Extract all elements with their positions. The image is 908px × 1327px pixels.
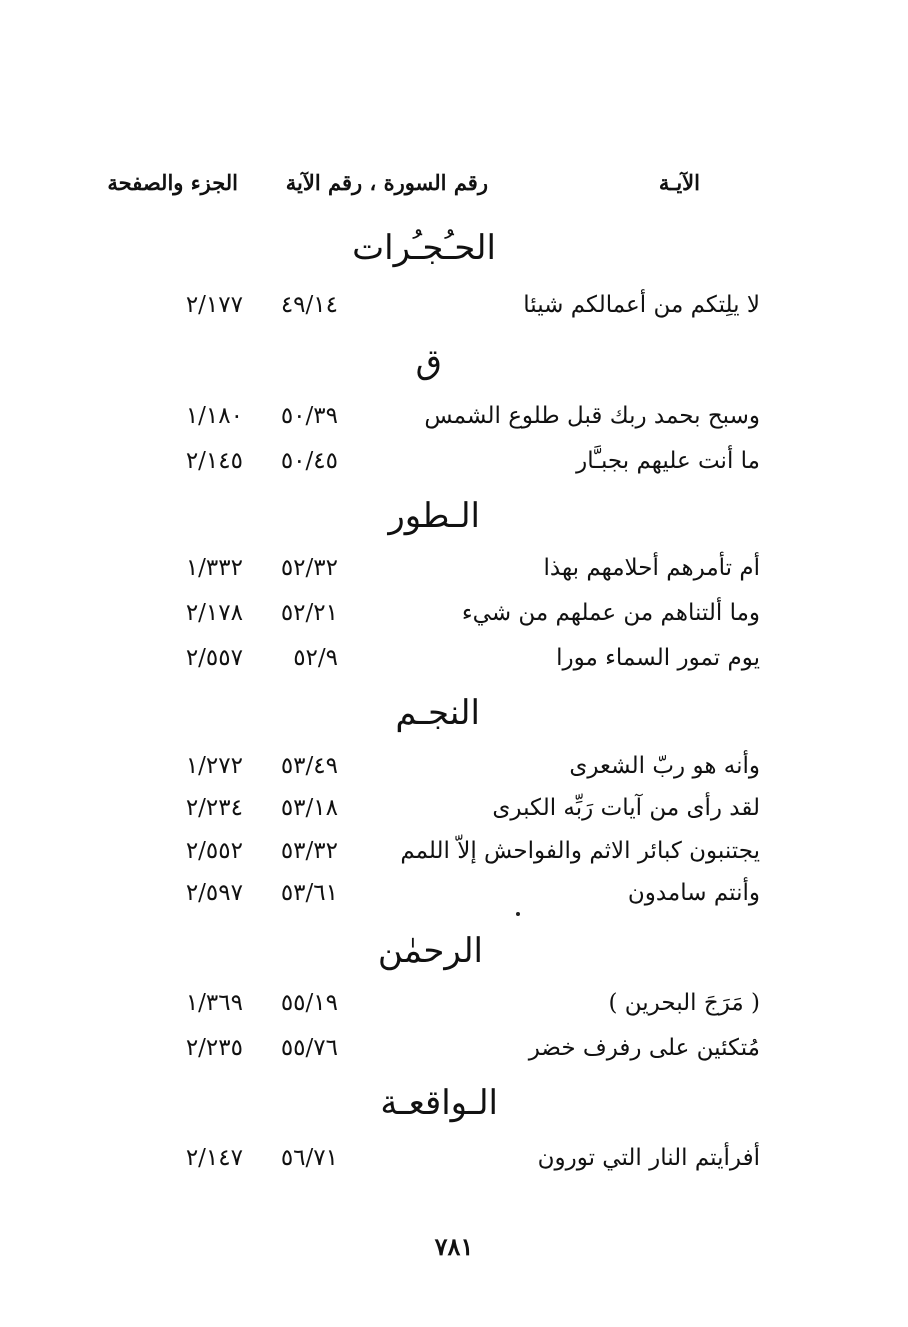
surah-verse-ref: ٥٣/١٨ — [280, 795, 338, 821]
verse-text: يجتنبون كبائر الاثم والفواحش إلاّ اللمم — [400, 838, 760, 864]
part-page-ref: ٢/١٧٨ — [185, 600, 243, 626]
part-page-ref: ١/٢٧٢ — [185, 753, 243, 779]
surah-verse-ref: ٥٥/٧٦ — [280, 1035, 338, 1061]
table-row — [0, 990, 908, 1030]
verse-text: مُتكئين على رفرف خضر — [528, 1035, 760, 1061]
table-row — [0, 292, 908, 332]
part-page-ref: ١/٣٣٢ — [185, 555, 243, 581]
table-row — [0, 753, 908, 793]
verse-text: وأنتم سامدون — [627, 880, 760, 906]
surah-verse-ref: ٥٥/١٩ — [280, 990, 338, 1016]
verse-text: أفرأيتم النار التي تورون — [537, 1145, 760, 1171]
verse-text: وما ألتناهم من عملهم من شيء — [461, 600, 760, 626]
surah-title-hujurat: الحـُجـُرات — [352, 228, 496, 268]
verse-text: يوم تمور السماء مورا — [556, 645, 760, 671]
table-row — [0, 1035, 908, 1075]
surah-title-waqia: الـواقعـة — [380, 1083, 498, 1123]
part-page-ref: ٢/٢٣٤ — [185, 795, 243, 821]
surah-title-rahman: الرحمٰن — [377, 931, 483, 971]
table-row — [0, 645, 908, 685]
part-page-ref: ٢/١٤٧ — [185, 1145, 243, 1171]
surah-verse-ref: ٥٢/٣٢ — [280, 555, 338, 581]
surah-verse-ref: ٥٣/٣٢ — [280, 838, 338, 864]
part-page-ref: ٢/١٤٥ — [185, 448, 243, 474]
table-row — [0, 403, 908, 443]
table-row — [0, 555, 908, 595]
verse-text: وسبح بحمد ربك قبل طلوع الشمس — [424, 403, 760, 429]
verse-text: أم تأمرهم أحلامهم بهذا — [543, 555, 760, 581]
verse-text: وأنه هو ربّ الشعرى — [569, 753, 760, 779]
part-page-ref: ٢/٢٣٥ — [185, 1035, 243, 1061]
table-row — [0, 448, 908, 488]
surah-title-tur: الـطور — [388, 496, 480, 536]
surah-verse-ref: ٤٩/١٤ — [280, 292, 338, 318]
surah-verse-ref: ٥٦/٧١ — [280, 1145, 338, 1171]
surah-verse-ref: ٥٠/٤٥ — [280, 448, 338, 474]
part-page-ref: ٢/١٧٧ — [185, 292, 243, 318]
table-row — [0, 838, 908, 878]
table-row — [0, 795, 908, 835]
surah-verse-ref: ٥٢/٢١ — [280, 600, 338, 626]
verse-text: لا يلِتكم من أعمالكم شيئا — [523, 292, 760, 318]
column-header-part-page: الجزء والصفحة — [107, 170, 238, 195]
surah-verse-ref: ٥٢/٩ — [293, 645, 338, 671]
ink-speck — [516, 912, 520, 916]
table-row — [0, 600, 908, 640]
part-page-ref: ٢/٥٩٧ — [185, 880, 243, 906]
part-page-ref: ٢/٥٥٧ — [185, 645, 243, 671]
table-row — [0, 880, 908, 920]
surah-verse-ref: ٥٠/٣٩ — [280, 403, 338, 429]
verse-text: ( مَرَجَ البحرين ) — [608, 990, 760, 1016]
page-number: ٧٨١ — [434, 1232, 474, 1261]
part-page-ref: ١/٣٦٩ — [185, 990, 243, 1016]
surah-title-najm: النجـم — [395, 693, 480, 733]
surah-verse-ref: ٥٣/٤٩ — [280, 753, 338, 779]
surah-title-qaf: ق — [415, 342, 442, 382]
verse-text: ما أنت عليهم بجبـَّار — [576, 448, 760, 474]
verse-text: لقد رأى من آيات رَبِّه الكبرى — [492, 795, 760, 821]
column-header-verse: الآيـة — [658, 170, 700, 195]
part-page-ref: ١/١٨٠ — [185, 403, 243, 429]
part-page-ref: ٢/٥٥٢ — [185, 838, 243, 864]
surah-verse-ref: ٥٣/٦١ — [280, 880, 338, 906]
table-row — [0, 1145, 908, 1185]
column-header-reference: رقم السورة ، رقم الآية — [285, 170, 488, 195]
